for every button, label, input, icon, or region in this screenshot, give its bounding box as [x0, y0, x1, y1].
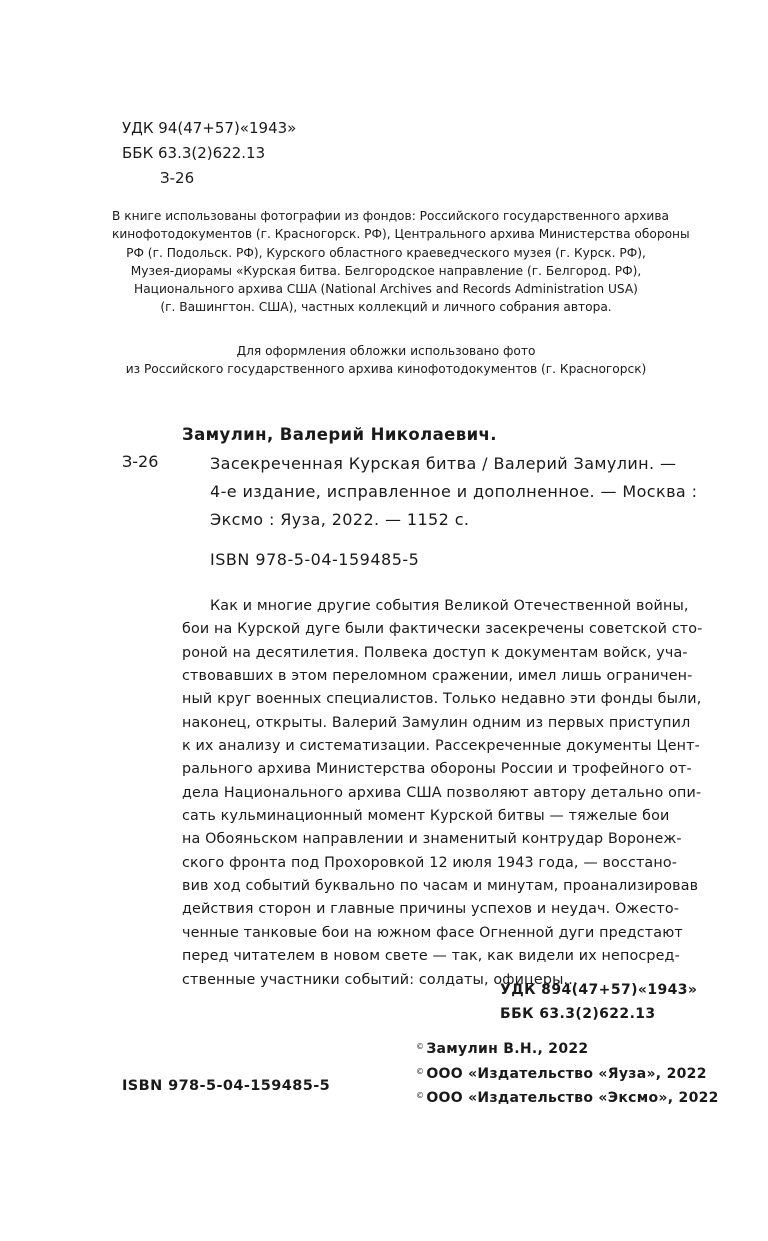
annotation-line: ского фронта под Прохоровкой 12 июля 1943 года, — восстано- — [182, 854, 678, 871]
author-mark: З-26 — [160, 169, 195, 187]
biblio-line: Засекреченная Курская битва / Валерий Замулин. — — [210, 454, 677, 473]
copyright-symbol: © — [416, 1091, 425, 1100]
annotation-line: сать кульминационный момент Курской битвы — тяжелые бои — [182, 808, 670, 825]
annotation-line: наконец, открыты. Валерий Замулин одним из первых приступил — [182, 714, 691, 731]
annotation-line: бои на Курской дуге были фактически засекречены советской сто- — [182, 621, 703, 638]
annotation-line: к их анализу и систематизации. Рассекреченные документы Цент- — [182, 738, 700, 755]
bbk-code-bottom: ББК 63.3(2)622.13 — [500, 1006, 656, 1022]
annotation — [182, 595, 703, 992]
udk-code: УДК 94(47+57)«1943» — [122, 119, 297, 137]
bottom-classification — [500, 978, 697, 1026]
photo-credits-line: кинофотодокументов (г. Красногорск. РФ), Центрального архива Министерства обороны — [112, 227, 690, 242]
annotation-line: дела Национального архива США позволяют автору детально опи- — [182, 784, 702, 801]
author-heading: Замулин, Валерий Николаевич. — [182, 425, 497, 444]
bibliographic-description — [210, 450, 698, 534]
udk-code-bottom: УДК 894(47+57)«1943» — [500, 982, 698, 998]
annotation-line: вив ход событий буквально по часам и минутам, проанализировав — [182, 878, 699, 895]
annotation-line: на Обояньском направлении и знаменитый контрудар Воронеж- — [182, 831, 682, 848]
annotation-line: рального архива Министерства обороны России и трофейного от- — [182, 761, 692, 778]
photo-credits — [112, 207, 690, 317]
photo-credits-line: Музея-диорамы «Курская битва. Белгородское направление (г. Белгород. РФ), — [130, 263, 642, 278]
classification-block — [122, 116, 296, 191]
annotation-line: Как и многие другие события Великой Отечественной войны, — [210, 598, 689, 614]
annotation-line: ный круг военных специалистов. Только недавно эти фонды были, — [182, 691, 702, 708]
annotation-line: ствовавших в этом переломном сражении, имел лишь ограничен- — [182, 668, 693, 685]
annotation-line: ственные участники событий: солдаты, офицеры... — [182, 971, 578, 988]
shelf-code: З-26 — [122, 452, 159, 471]
biblio-line: Эксмо : Яуза, 2022. — 1152 с. — [210, 510, 470, 529]
photo-credits-line: РФ (г. Подольск. РФ), Курского областного краеведческого музея (г. Курск. РФ), — [126, 245, 646, 260]
copyright-symbol: © — [416, 1042, 425, 1051]
copyright-symbol: © — [416, 1066, 425, 1076]
photo-credits-line: Национального архива США (National Archives and Records Administration USA) — [134, 282, 638, 297]
isbn-bottom: ISBN 978-5-04-159485-5 — [122, 1078, 331, 1094]
copyright-block — [416, 1036, 719, 1110]
copyright-line: © Замулин В.Н., 2022 — [416, 1041, 589, 1057]
bbk-code: ББК 63.3(2)622.13 — [122, 144, 266, 162]
annotation-line: перед читателем в новом свете — так, как видели их непосред- — [182, 948, 680, 965]
annotation-line: роной на десятилетия. Полвека доступ к документам войск, уча- — [182, 644, 688, 661]
photo-credits-line: (г. Вашингтон. США), частных коллекций и личного собрания автора. — [160, 300, 612, 315]
copyright-line: © ООО «Издательство «Эксмо», 2022 — [416, 1090, 719, 1106]
annotation-line: действия сторон и главные причины успехов и неудач. Ожесто- — [182, 901, 680, 918]
photo-credits-line: В книге использованы фотографии из фондов: Российского государственного архива — [112, 209, 669, 223]
isbn-main: ISBN 978-5-04-159485-5 — [210, 550, 420, 569]
cover-credits-line: из Российского государственного архива кинофотодокументов (г. Красногорск) — [125, 362, 647, 377]
cover-credits — [112, 342, 660, 379]
cover-credits-line: Для оформления обложки использовано фото — [236, 344, 536, 358]
copyright-line: © ООО «Издательство «Яуза», 2022 — [416, 1065, 707, 1082]
biblio-line: 4-е издание, исправленное и дополненное. — Москва : — [210, 482, 698, 501]
annotation-line: ченные танковые бои на южном фасе Огненной дуги предстают — [182, 924, 683, 941]
